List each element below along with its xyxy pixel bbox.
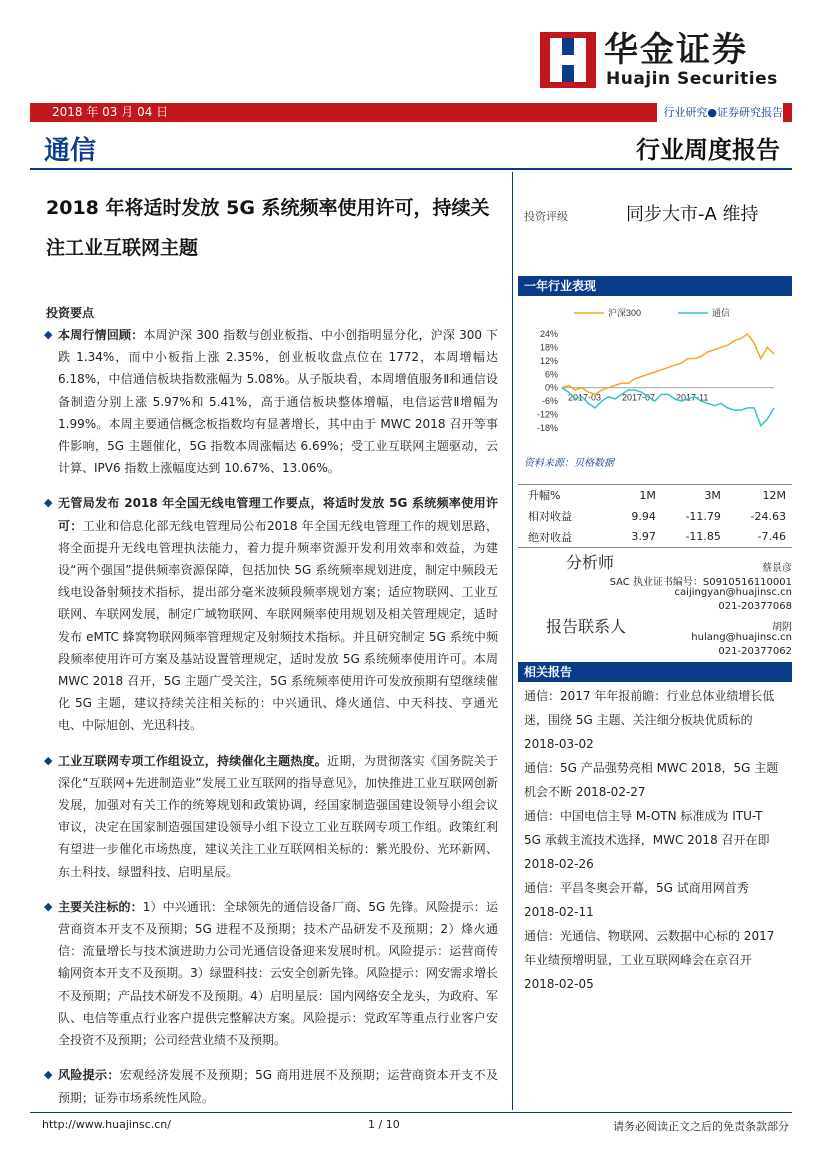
x-tick-label: 2017-11 <box>676 392 709 403</box>
table-row <box>518 506 792 527</box>
y-tick-label: -6% <box>541 396 558 407</box>
table-cell: -11.79 <box>685 509 721 523</box>
analyst-phone: 021-20377068 <box>718 601 792 612</box>
rating-label: 投资评级 <box>524 210 568 223</box>
bullet-head: 本周行情回顾： <box>58 328 144 342</box>
series-line <box>562 334 774 394</box>
legend-label: 沪深300 <box>608 308 642 318</box>
bullet-head: 风险提示： <box>58 1068 120 1083</box>
report-type: 行业研究●证券研究报告 <box>657 103 783 122</box>
y-tick-label: -12% <box>536 409 558 420</box>
analyst-email[interactable]: caijingyan@huajinsc.cn <box>674 587 792 598</box>
bullet-body: 宏观经济发展不及预期；5G 商用进展不及预期；运营商资本开支不及预期；证券市场系统性风险。 <box>58 1068 498 1105</box>
brand-name-en: Huajin Securities <box>606 69 778 89</box>
contact-email[interactable]: hulang@huajinsc.cn <box>691 632 792 643</box>
bullet-head: 主要关注标的： <box>58 899 143 914</box>
related-header: 相关报告 <box>518 662 792 682</box>
bullet-industrial-internet <box>46 750 498 883</box>
bullet-body: 1）中兴通讯：全球领先的通信设备厂商、5G 先锋。风险提示：运营商资本开支不及预期；5G 进程不及预期；技术产品研发不及预期；2）烽火通信：流量增长与技术演进助力公司光通信设备迎来发展时机。风险提示：运营商传输网资本开支不及预期。3）绿盟科技：云安全创新先锋。风险提示：网安需求增长不及预期；产品技术研发不及预期。4）启明星辰：国内网络安全龙头，为政府、军队、电信等重点行业客户提供完整解决方案。风险提示：党政军等重点行业客户安全投资不及预期；公司经营业绩不及预期。 <box>58 899 498 1048</box>
chart-source: 资料来源：贝格数据 <box>524 458 614 469</box>
diamond-icon: ◆ <box>44 328 53 341</box>
brand-logo <box>540 30 790 90</box>
bullet-head: 工业互联网专项工作组设立，持续催化主题热度。 <box>58 753 328 768</box>
bullet-focus-stocks <box>46 896 498 1051</box>
related-report[interactable]: 通信：5G 产品强势亮相 MWC 2018，5G 主题机会不断 2018-02-27 <box>524 761 779 799</box>
rating-value: 同步大市-A 维持 <box>626 204 759 225</box>
report-title: 2018 年将适时发放 5G 系统频率使用许可，持续关注工业互联网主题 <box>46 197 490 259</box>
bullet-market-review <box>46 324 498 479</box>
contact-name: 胡阴 <box>772 622 792 633</box>
disclaimer: 请务必阅读正文之后的免责条款部分 <box>613 1120 789 1133</box>
footer-url[interactable]: http://www.huajinsc.cn/ <box>42 1118 171 1131</box>
y-tick-label: 0% <box>544 382 558 393</box>
performance-table <box>518 484 792 548</box>
key-points <box>46 324 498 1122</box>
bullet-5g-license <box>46 492 498 736</box>
table-cell: -11.85 <box>662 527 727 548</box>
y-tick-label: 24% <box>539 329 558 339</box>
footer-divider <box>30 1112 792 1113</box>
diamond-icon: ◆ <box>44 899 53 913</box>
bullet-head: 无管局发布 2018 年全国无线电管理工作要点，将适时发放 5G 系统频率使用许可： <box>58 496 498 533</box>
table-cell: 3M <box>662 485 727 506</box>
x-tick-label: 2017-03 <box>568 392 602 403</box>
analyst-license: SAC 执业证书编号：S0910516110001 <box>609 577 792 588</box>
table-cell: 相对收益 <box>528 510 572 523</box>
table-header-row <box>518 485 792 506</box>
bullet-body: 工业和信息化部无线电管理局公布2018 年全国无线电管理工作的规划思路，将全面提升无线电管理执法能力，着力提升频率资源开发利用效率和效益，为建设“两个强国”提供频率资源保障，包括加快 5G 系统频率规划进度，制定中频段无线电设备射频技术指标，提出部分毫米波频段频率规划方案；适应物联网、工业互联网、车联网发展，制定广域物联网、车联网频率使用规划及相关管理规定，适时发布 eMTC 蜂窝物联网频率管理规定及射频技术指标。并且研究制定 5G 系统中频段频率使用许可方案及基站设置管理规定，适时发放 5G 系统频率使用许可。本周 MWC 2018 召开，5G 主题广受关注，5G 系统频率使用许可发放预期有望继续催化 5G 主题，建议持续关注相关标的：中兴通讯、烽火通信、中天科技、亨通光电、中际旭创、光迅科技。 <box>58 518 498 733</box>
analyst-title: 分析师 <box>566 553 615 572</box>
page-number: 1 / 10 <box>368 1118 400 1131</box>
huajin-logo-icon <box>540 32 596 88</box>
industry-performance-chart <box>518 298 792 453</box>
diamond-icon: ◆ <box>44 1068 53 1082</box>
legend-label: 通信 <box>712 308 731 318</box>
table-row <box>518 527 792 548</box>
column-divider <box>512 172 513 1110</box>
analyst-name: 蔡景彦 <box>762 563 792 574</box>
diamond-icon: ◆ <box>44 496 53 510</box>
section-heading: 投资要点 <box>46 306 95 320</box>
y-tick-label: 6% <box>544 369 558 380</box>
related-report[interactable]: 通信：2017 年年报前瞻：行业总体业绩增长低迷，围绕 5G 主题、关注细分板块优质标的 2018-03-02 <box>524 689 775 751</box>
table-cell: 3.97 <box>614 527 662 548</box>
perf-header: 一年行业表现 <box>518 276 792 296</box>
sector-name: 通信 <box>44 136 97 166</box>
table-cell: 绝对收益 <box>518 527 614 548</box>
y-tick-label: -18% <box>536 423 558 433</box>
bullet-body: 近期，为贯彻落实《国务院关于深化“互联网+先进制造业”发展工业互联网的指导意见》，加快推进工业互联网创新发展，加强对有关工作的统筹规划和政策协调，经国家制造强国建设领导小组会议审议，决定在国家制造强国建设领导小组下设立工业互联网专项工作组。政策红利有望进一步催化市场热度，建议关注工业互联网相关标的：紫光股份、光环新网、东土科技、绿盟科技、启明星辰。 <box>58 753 498 879</box>
contact-title: 报告联系人 <box>546 617 627 636</box>
table-cell: 升幅% <box>518 485 614 506</box>
report-date: 2018 年 03 月 04 日 <box>52 105 169 119</box>
y-tick-label: 18% <box>539 342 558 353</box>
diamond-icon: ◆ <box>44 753 53 767</box>
x-tick-label: 2017-07 <box>622 392 656 403</box>
related-report[interactable]: 通信：平昌冬奥会开幕，5G 试商用网首秀 2018-02-11 <box>524 881 749 919</box>
y-tick-label: 12% <box>539 355 558 366</box>
table-cell: -24.63 <box>750 509 786 523</box>
brand-name-cn: 华金证券 <box>604 30 748 70</box>
sector-row <box>30 122 792 170</box>
bullet-risk <box>46 1064 498 1108</box>
related-report[interactable]: 通信：中国电信主导 M-OTN 标准成为 ITU-T 5G 承载主流技术选择，MWC 2018 召开在即 2018-02-26 <box>524 809 770 871</box>
related-reports <box>524 684 780 996</box>
table-cell: 9.94 <box>631 509 656 523</box>
bullet-body: 本周沪深 300 指数与创业板指、中小创指明显分化，沪深 300 下跌 1.34%，而中小板指上涨 2.35%，创业板收盘点位在 1772，本周增幅达 6.18%，中信通信板块指数涨幅为 5.08%。从子版块看，本周增值服务Ⅱ和通信设备制造分别上涨 5.97%和 5.41%，高于通信板块整体增幅，电信运营Ⅱ增幅为 1.99%。本周主要通信概念板指数均有显著增长，其中由于 MWC 2018 召开等事件影响，5G 主题催化，5G 指数本周涨幅达 6.69%；受工业互联网主题驱动，云计算、IPV6 指数上涨幅度达到 10.67%、13.06%。 <box>58 328 498 476</box>
table-cell: 12M <box>727 485 792 506</box>
table-cell: -7.46 <box>727 527 792 548</box>
table-cell: 1M <box>614 485 662 506</box>
contact-phone: 021-20377062 <box>718 646 792 657</box>
related-report[interactable]: 通信：光通信、物联网、云数据中心标的 2017 年业绩预增明显，工业互联网峰会在京召开 2018-02-05 <box>524 929 775 991</box>
report-kind: 行业周度报告 <box>636 136 780 164</box>
